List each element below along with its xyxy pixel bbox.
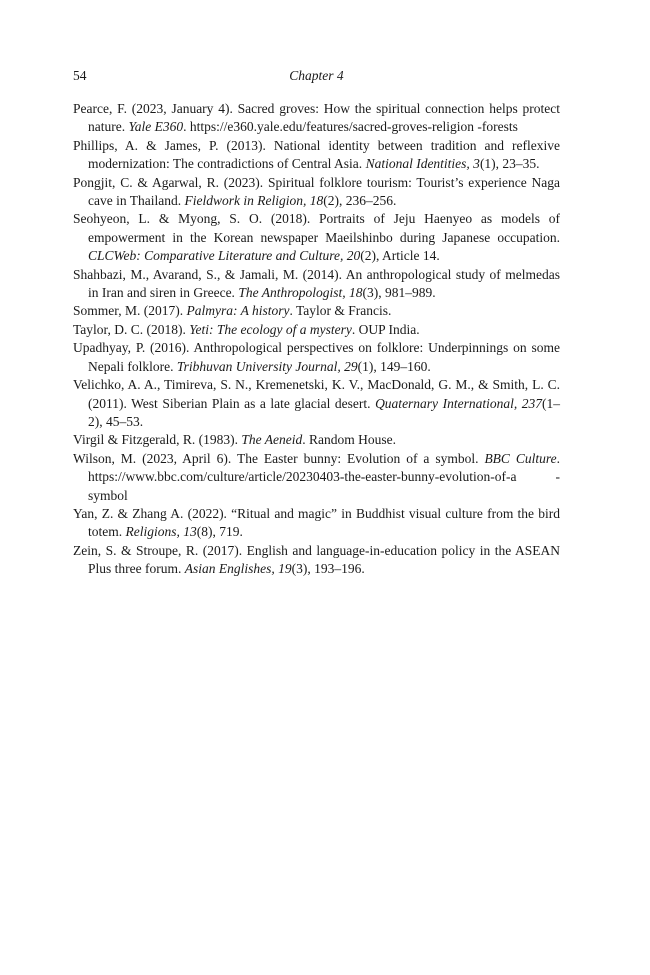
reference-text: Shahbazi, M., Avarand, S., & Jamali, M. (2014). An anthropological study of melmedas in Iran and siren in Greece. — [73, 266, 560, 301]
reference-text: (3), 193–196. — [291, 561, 365, 577]
reference-text: Sommer, M. (2017). — [73, 303, 187, 319]
reference-text: Zein, S. & Stroupe, R. (2017). English and language-in-education policy in the ASEAN Plus three forum. — [73, 542, 560, 577]
reference-text: Pongjit, C. & Agarwal, R. (2023). Spiritual folklore tourism: Tourist’s experience Naga cave in Thailand. — [73, 174, 560, 209]
reference-text: (1), 149–160. — [357, 358, 431, 374]
reference-text: Wilson, M. (2023, April 6). The Easter bunny: Evolution of a symbol. — [73, 450, 485, 466]
reference-text: (2), 236–256. — [323, 193, 397, 209]
reference-source-title: Palmyra: A history — [186, 303, 290, 319]
reference-text: (2), Article 14. — [360, 248, 440, 264]
reference-text: (8), 719. — [196, 524, 243, 540]
reference-text: Seohyeon, L. & Myong, S. O. (2018). Portraits of Jeju Haenyeo as models of empowerment in the Korean newspaper Maeilshinbo during Japanese occupation. — [73, 211, 560, 245]
reference-text: . https://www.bbc.com/culture/article/20230403-the-easter-bunny-evolution-of-a -symbol — [88, 450, 561, 503]
reference-text: Yan, Z. & Zhang A. (2022). “Ritual and magic” in Buddhist visual culture from the bird totem. — [73, 505, 560, 540]
page-header — [73, 68, 560, 88]
reference-text: (1), 23–35. — [479, 156, 540, 172]
reference-source-title: Yale E360 — [128, 119, 184, 135]
reference-source-title: National Identities, 3 — [365, 156, 480, 172]
reference-text: Phillips, A. & James, P. (2013). National identity between tradition and reflexive modernization: The contradictions of Central Asia. — [73, 137, 560, 172]
reference-text: Pearce, F. (2023, January 4). Sacred groves: How the spiritual connection helps protect nature. — [73, 101, 560, 135]
reference-text: (3), 981–989. — [362, 285, 436, 301]
reference-entry — [73, 302, 560, 320]
reference-entry — [73, 542, 560, 579]
reference-entry — [73, 505, 560, 542]
reference-source-title: Tribhuvan University Journal, 29 — [176, 358, 358, 374]
reference-entry — [73, 321, 560, 339]
reference-source-title: Asian Englishes, 19 — [184, 561, 292, 577]
reference-source-title: Religions, 13 — [125, 524, 197, 540]
reference-entry — [73, 137, 560, 174]
reference-source-title: The Aeneid — [241, 432, 303, 448]
reference-entry — [73, 210, 560, 265]
reference-text: . OUP India. — [351, 321, 420, 337]
reference-list — [73, 100, 560, 579]
reference-entry — [73, 100, 560, 137]
reference-source-title: Quaternary International, 237 — [375, 395, 542, 411]
reference-source-title: Yeti: The ecology of a mystery — [189, 321, 352, 337]
reference-text: . Random House. — [302, 432, 397, 448]
reference-entry — [73, 339, 560, 376]
running-head: Chapter 4 — [289, 68, 344, 83]
reference-text: Velichko, A. A., Timireva, S. N., Kremenetski, K. V., MacDonald, G. M., & Smith, L. C. (2011). West Siberian Plain as a late glacial desert. — [73, 377, 560, 411]
reference-entry — [73, 266, 560, 303]
reference-source-title: BBC Culture — [484, 450, 557, 466]
reference-text: Upadhyay, P. (2016). Anthropological perspectives on folklore: Underpinnings on some Nepali folklore. — [73, 340, 560, 374]
reference-text: . https://e360.yale.edu/features/sacred-groves-religion -forests — [183, 119, 518, 135]
reference-entry — [73, 174, 560, 211]
reference-text: Taylor, D. C. (2018). — [73, 321, 190, 337]
reference-source-title: CLCWeb: Comparative Literature and Culture, 20 — [88, 248, 361, 264]
page-number: 54 — [73, 68, 87, 83]
reference-text: . Taylor & Francis. — [289, 303, 392, 319]
reference-text: (1–2), 45–53. — [88, 395, 560, 429]
reference-entry — [73, 450, 560, 505]
reference-entry — [73, 431, 560, 449]
reference-entry — [73, 376, 560, 431]
reference-text: Virgil & Fitzgerald, R. (1983). — [73, 432, 242, 448]
reference-source-title: Fieldwork in Religion, 18 — [184, 193, 324, 209]
reference-source-title: The Anthropologist, 18 — [238, 285, 363, 301]
